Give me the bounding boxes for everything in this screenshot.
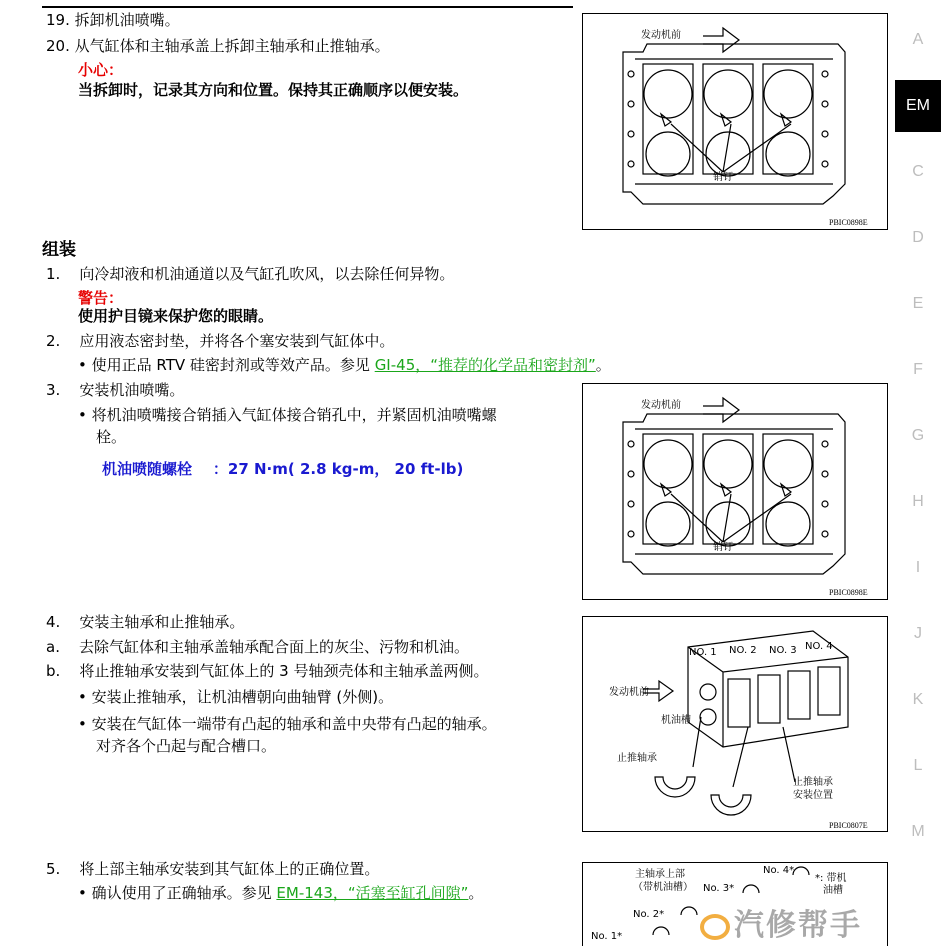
fig3-thrust-pos-2: 安装位置 [793,790,833,801]
engine-block-drawing [583,384,886,598]
thrust-bearing-drawing [583,617,886,830]
step-text: 应用液态密封垫，并将各个塞安装到气缸体中。 [79,332,395,350]
step-4b-bullet-2: • 安装在气缸体一端带有凸起的轴承和盖中央带有凸起的轴承。 [78,715,497,733]
torque-value: ：27 N·m( 2.8 kg-m， 20 ft-lb) [212,460,464,478]
tab-i[interactable]: I [915,559,921,576]
step-3 [46,380,184,400]
torque-spec [102,459,463,479]
step-number: 4. [46,613,61,631]
warning-text: 使用护目镜来保护您的眼睛。 [78,307,274,325]
watermark-text: 汽修帮手 [734,908,862,943]
fig4-note-1: *: 带机 [815,873,847,884]
fig1-code: PBIC0898E [829,218,868,227]
fig3-no2: NO. 2 [729,645,757,656]
step-5-bullet: • 确认使用了正确轴承。参见 EM-143，“活塞至缸孔间隙”。 [78,884,484,902]
tab-f[interactable]: F [913,361,923,378]
figure-oil-jet-install [582,383,888,600]
fig3-no3: NO. 3 [769,645,797,656]
step-text: 拆卸机油喷嘴。 [74,11,180,29]
step-text: 将上部主轴承安装到其气缸体上的正确位置。 [79,860,380,878]
step-19 [46,10,180,30]
figure-oil-jet-removal [582,13,888,230]
step-number: 5. [46,860,61,878]
step-2 [46,331,394,351]
fig3-front-label: 发动机前 [609,687,649,698]
bullet-text: 将机油喷嘴接合销插入气缸体接合销孔中，并紧固机油喷嘴螺 [91,406,497,424]
fig4-no4: No. 4* [763,865,795,876]
fig3-thrust-pos-1: 止推轴承 [793,777,833,788]
step-text: 安装机油喷嘴。 [79,381,185,399]
bullet-suffix: 。 [468,884,484,902]
bullet-text: 安装在气缸体一端带有凸起的轴承和盖中央带有凸起的轴承。 [91,715,497,733]
step-4b-bullet-2-cont: 对齐各个凸起与配合槽口。 [96,737,277,755]
step-4a [46,637,469,657]
fig2-pin-label: 销钉 [713,542,733,553]
step-2-bullet: • 使用正品 RTV 硅密封剂或等效产品。参见 GI-45，“推荐的化学品和密封剂”。 [78,356,611,374]
tab-c[interactable]: C [912,163,924,180]
step-text: 将止推轴承安装到气缸体上的 3 号轴颈壳体和主轴承盖两侧。 [79,662,489,680]
watermark-icon [700,914,730,940]
torque-label: 机油喷随螺栓 [102,460,193,478]
fig4-upper-1: 主轴承上部 [635,869,685,880]
step-text: 安装主轴承和止推轴承。 [79,613,245,631]
fig2-code: PBIC0898E [829,588,868,597]
step-number: 20. [46,37,70,55]
fig3-oil-groove: 机油槽 [661,715,691,726]
step-4 [46,612,244,632]
step-number: 3. [46,381,61,399]
tab-j[interactable]: J [914,625,922,642]
tab-k[interactable]: K [912,691,924,708]
link-gi-45[interactable]: GI-45，“推荐的化学品和密封剂” [374,356,596,374]
fig4-note-2: 油槽 [823,885,843,896]
step-text: 向冷却液和机油通道以及气缸孔吹风，以去除任何异物。 [79,265,455,283]
fig4-upper-2: （带机油槽） [633,882,693,893]
fig4-no3: No. 3* [703,883,735,894]
fig1-front-label: 发动机前 [641,30,681,41]
step-number: a. [46,638,60,656]
step-text: 去除气缸体和主轴承盖轴承配合面上的灰尘、污物和机油。 [79,638,470,656]
step-1 [46,264,454,284]
step-4b [46,661,488,681]
tab-g[interactable]: G [911,427,925,444]
bullet-text: 确认使用了正确轴承。参见 [91,884,277,902]
tab-h[interactable]: H [912,493,924,510]
bullet-suffix: 。 [595,356,611,374]
step-number: 2. [46,332,61,350]
engine-block-drawing [583,14,886,228]
step-4b-bullet-1: • 安装止推轴承，让机油槽朝向曲轴臂 (外侧)。 [78,688,394,706]
fig3-code: PBIC0807E [829,821,868,830]
step-text: 从气缸体和主轴承盖上拆卸主轴承和止推轴承。 [74,37,390,55]
fig4-no1: No. 1* [591,931,623,942]
tab-m[interactable]: M [911,823,925,840]
step-20 [46,36,390,56]
fig4-no2: No. 2* [633,909,665,920]
bullet-text: 使用正品 RTV 硅密封剂或等效产品。参见 [91,356,375,374]
fig1-pin-label: 销钉 [713,172,733,183]
watermark-logo [700,900,862,944]
caution-text: 当拆卸时，记录其方向和位置。保持其正确顺序以便安装。 [78,81,469,99]
fig2-front-label: 发动机前 [641,400,681,411]
tab-em[interactable]: EM [895,80,941,132]
link-em-143[interactable]: EM-143，“活塞至缸孔间隙” [276,884,469,902]
tab-d[interactable]: D [912,229,924,246]
step-number: 1. [46,265,61,283]
step-number: b. [46,662,61,680]
fig3-no1: NO. 1 [689,647,717,658]
fig3-no4: NO. 4 [805,641,833,652]
figure-thrust-bearing [582,616,888,832]
bullet-text: 安装止推轴承，让机油槽朝向曲轴臂 (外侧)。 [91,688,394,706]
warning-label: 警告： [78,289,124,307]
step-number: 19. [46,11,70,29]
step-5 [46,859,379,879]
tab-l[interactable]: L [913,757,923,774]
tab-a[interactable]: A [912,31,924,48]
step-3-bullet-cont: 栓。 [96,428,127,446]
step-3-bullet: • 将机油喷嘴接合销插入气缸体接合销孔中，并紧固机油喷嘴螺 [78,406,497,424]
fig3-thrust: 止推轴承 [617,753,657,764]
tab-e[interactable]: E [912,295,924,312]
section-heading: 组装 [42,240,76,260]
caution-label: 小心： [78,61,124,79]
top-rule [42,6,573,8]
